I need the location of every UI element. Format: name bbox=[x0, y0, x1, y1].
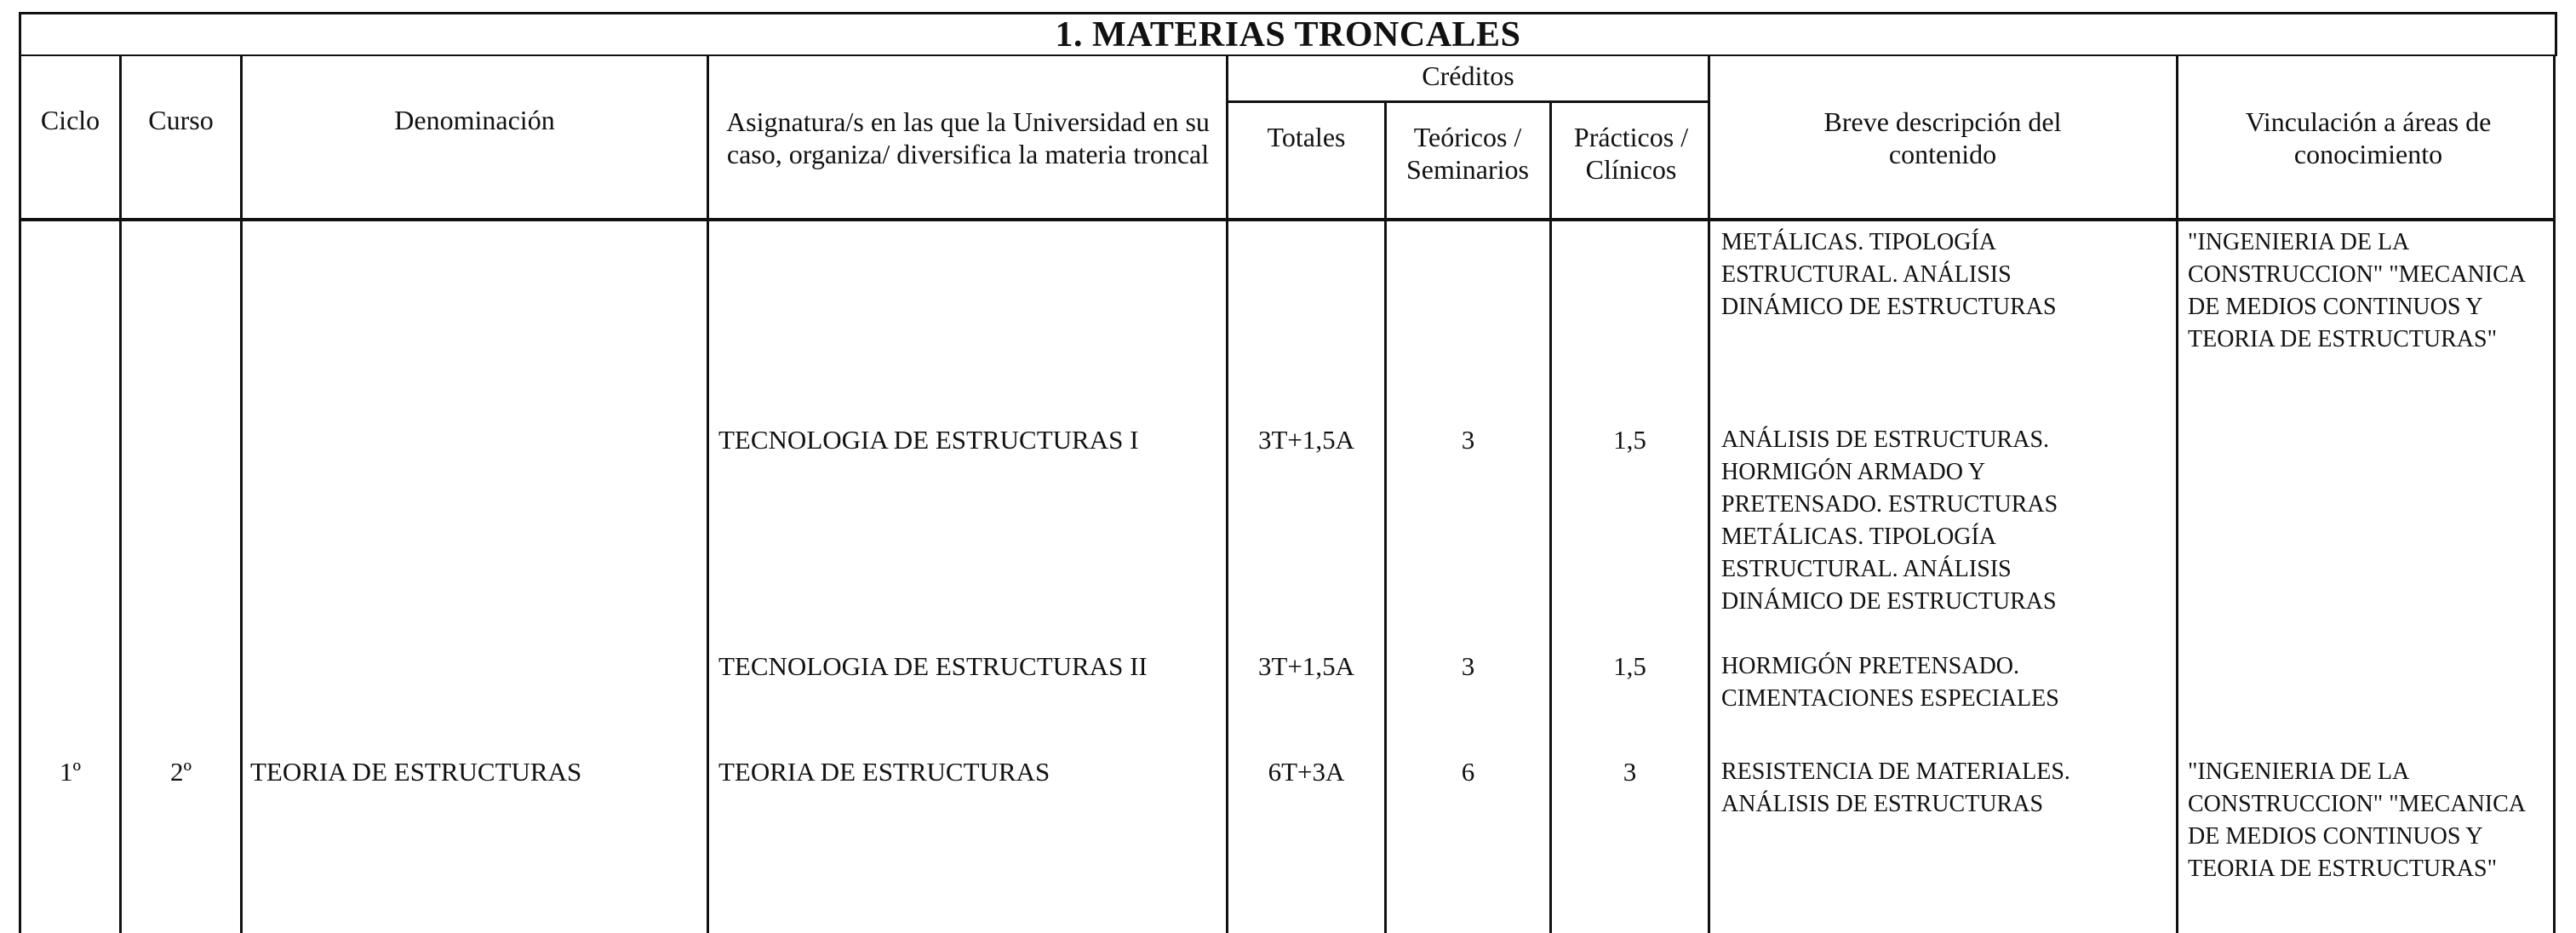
rule bbox=[2553, 56, 2556, 933]
table-row-0-descripcion: METÁLICAS. TIPOLOGÍA ESTRUCTURAL. ANÁLISIS DINÁMICO DE ESTRUCTURAS bbox=[1721, 229, 2057, 320]
header-creditos: Créditos bbox=[1422, 60, 1514, 91]
table-row-3-descripcion: RESISTENCIA DE MATERIALES. ANÁLISIS DE ESTRUCTURAS bbox=[1721, 758, 2070, 817]
rule bbox=[1226, 100, 1708, 103]
table-row-2-teoricos: 3 bbox=[1461, 651, 1475, 681]
header-practicos: Prácticos / Clínicos bbox=[1573, 122, 1689, 185]
header-totales: Totales bbox=[1267, 122, 1346, 152]
header-descripcion: Breve descripción del contenido bbox=[1823, 106, 2062, 169]
table-row-3-practicos: 3 bbox=[1623, 757, 1637, 787]
table-row-2-practicos: 1,5 bbox=[1613, 651, 1646, 681]
table-row-1-teoricos: 3 bbox=[1461, 425, 1475, 455]
table-title: 1. MATERIAS TRONCALES bbox=[1055, 14, 1521, 54]
table-row-2-asignatura: TECNOLOGIA DE ESTRUCTURAS II bbox=[718, 651, 1148, 681]
table-row-2-descripcion: HORMIGÓN PRETENSADO. CIMENTACIONES ESPECIALES bbox=[1721, 653, 2059, 712]
header-asignatura: Asignatura/s en las que la Universidad en su caso, organiza/ diversifica la materia troncal bbox=[726, 106, 1210, 169]
table-title-bar bbox=[19, 12, 2557, 56]
table-row-1-totales: 3T+1,5A bbox=[1257, 425, 1355, 455]
rule bbox=[1384, 100, 1387, 933]
rule bbox=[119, 56, 122, 933]
table-row-3-asignatura: TEORIA DE ESTRUCTURAS bbox=[718, 757, 1050, 787]
rule bbox=[1549, 100, 1552, 933]
rule bbox=[19, 56, 21, 933]
table-row-3-vinculacion: "INGENIERIA DE LA CONSTRUCCION" "MECANICA DE MEDIOS CONTINUOS Y TEORIA DE ESTRUCTURAS" bbox=[2188, 758, 2525, 882]
header-teoricos: Teóricos / Seminarios bbox=[1406, 122, 1529, 185]
rule bbox=[1226, 56, 1228, 933]
table-row-0-vinculacion: "INGENIERIA DE LA CONSTRUCCION" "MECANICA DE MEDIOS CONTINUOS Y TEORIA DE ESTRUCTURAS" bbox=[2188, 229, 2525, 352]
rule bbox=[707, 56, 709, 933]
header-ciclo: Ciclo bbox=[40, 105, 100, 135]
rule bbox=[2176, 56, 2178, 933]
table-row-2-totales: 3T+1,5A bbox=[1257, 651, 1355, 681]
table-row-3-curso: 2º bbox=[169, 757, 192, 787]
troncales-table bbox=[19, 56, 2557, 933]
rule bbox=[1708, 56, 1710, 933]
table-row-1-descripcion: ANÁLISIS DE ESTRUCTURAS. HORMIGÓN ARMADO Y PRETENSADO. ESTRUCTURAS METÁLICAS. TIPOLOGÍA ESTRUCTURAL. ANÁLISIS DINÁMICO DE ESTRUCTURAS bbox=[1721, 426, 2058, 615]
table-row-3-ciclo: 1º bbox=[59, 757, 82, 787]
rule bbox=[240, 56, 243, 933]
header-denominacion: Denominación bbox=[394, 105, 555, 135]
header-vinculacion: Vinculación a áreas de conocimiento bbox=[2245, 106, 2492, 169]
table-row-3-totales: 6T+3A bbox=[1268, 757, 1345, 787]
table-row-1-practicos: 1,5 bbox=[1613, 425, 1646, 455]
header-curso: Curso bbox=[148, 105, 214, 135]
table-row-1-asignatura: TECNOLOGIA DE ESTRUCTURAS I bbox=[718, 425, 1139, 455]
table-row-3-teoricos: 6 bbox=[1461, 757, 1475, 787]
table-row-3-denominacion: TEORIA DE ESTRUCTURAS bbox=[250, 757, 582, 787]
rule bbox=[19, 218, 2556, 221]
